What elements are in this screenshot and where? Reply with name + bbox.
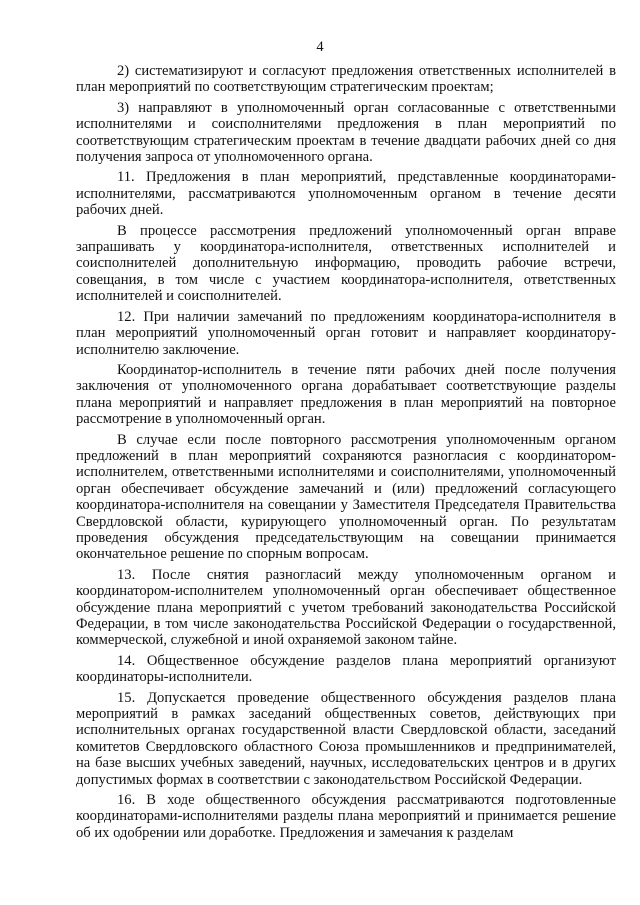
document-body <box>76 63 616 845</box>
paragraph-clause-12: 12. При наличии замечаний по предложениям координатора-исполнителя в план мероприятий уполномоченный орган готовит и направляет координатору-исполнителю заключение. <box>76 308 616 358</box>
paragraph-clause-13: 13. После снятия разногласий между уполномоченным органом и координатором-исполнителем уполномоченный орган обеспечивает общественное обсуждение плана мероприятий с учетом требований законодательства Российской Федерации, в том числе законодательства Российской Федерации о государственной, коммерческой, служебной и иной охраняемой законом тайне. <box>76 566 616 649</box>
paragraph-clause-14: 14. Общественное обсуждение разделов плана мероприятий организуют координаторы-исполнители. <box>76 652 616 686</box>
paragraph-review-process: В процессе рассмотрения предложений уполномоченный орган вправе запрашивать у координатора-исполнителя, ответственных исполнителей и соисполнителей дополнительную информацию, проводить рабочие встречи, совещания, в том числе с участием координатора-исполнителя, ответственных исполнителей и соисполнителей. <box>76 222 616 305</box>
paragraph-revision: Координатор-исполнитель в течение пяти рабочих дней после получения заключения от уполномоченного органа дорабатывает соответствующие разделы плана мероприятий и направляет предложения в план мероприятий на повторное рассмотрение в уполномоченный орган. <box>76 361 616 428</box>
paragraph-clause-15: 15. Допускается проведение общественного обсуждения разделов плана мероприятий в рамках заседаний общественных советов, действующих при исполнительных органах государственной власти Свердловской области, заседаний комитетов Свердловского областного Союза промышленников и предпринимателей, на базе высших учебных заведений, научных, исследовательских центров и в других допустимых формах в соответствии с законодательством Российской Федерации. <box>76 689 616 788</box>
paragraph-item-3: 3) направляют в уполномоченный орган согласованные с ответственными исполнителями и соисполнителями предложения в план мероприятий по соответствующим стратегическим проектам в течение двадцати рабочих дней со дня получения запроса от уполномоченного органа. <box>76 99 616 166</box>
paragraph-clause-11: 11. Предложения в план мероприятий, представленные координаторами-исполнителями, рассматриваются уполномоченным органом в течение десяти рабочих дней. <box>76 169 616 219</box>
paragraph-clause-16: 16. В ходе общественного обсуждения рассматриваются подготовленные координаторами-исполнителями разделы плана мероприятий и принимается решение об их одобрении или доработке. Предложения и замечания к разделам <box>76 792 616 841</box>
page-number: 4 <box>316 39 324 55</box>
paragraph-item-2: 2) систематизируют и согласуют предложения ответственных исполнителей в план мероприятий по соответствующим стратегическим проектам; <box>76 63 616 96</box>
paragraph-disagreements: В случае если после повторного рассмотрения уполномоченным органом предложений в план мероприятий сохраняются разногласия с координатором-исполнителем, ответственными исполнителями и соисполнителями, уполномоченный орган обеспечивает обсуждение замечаний и (или) предложений согласующего координатора-исполнителя на совещании у Заместителя Председателя Правительства Свердловской области, курирующего уполномоченный орган. По результатам проведения обсуждения председательствующим на совещании принимается окончательное решение по спорным вопросам. <box>76 431 616 563</box>
